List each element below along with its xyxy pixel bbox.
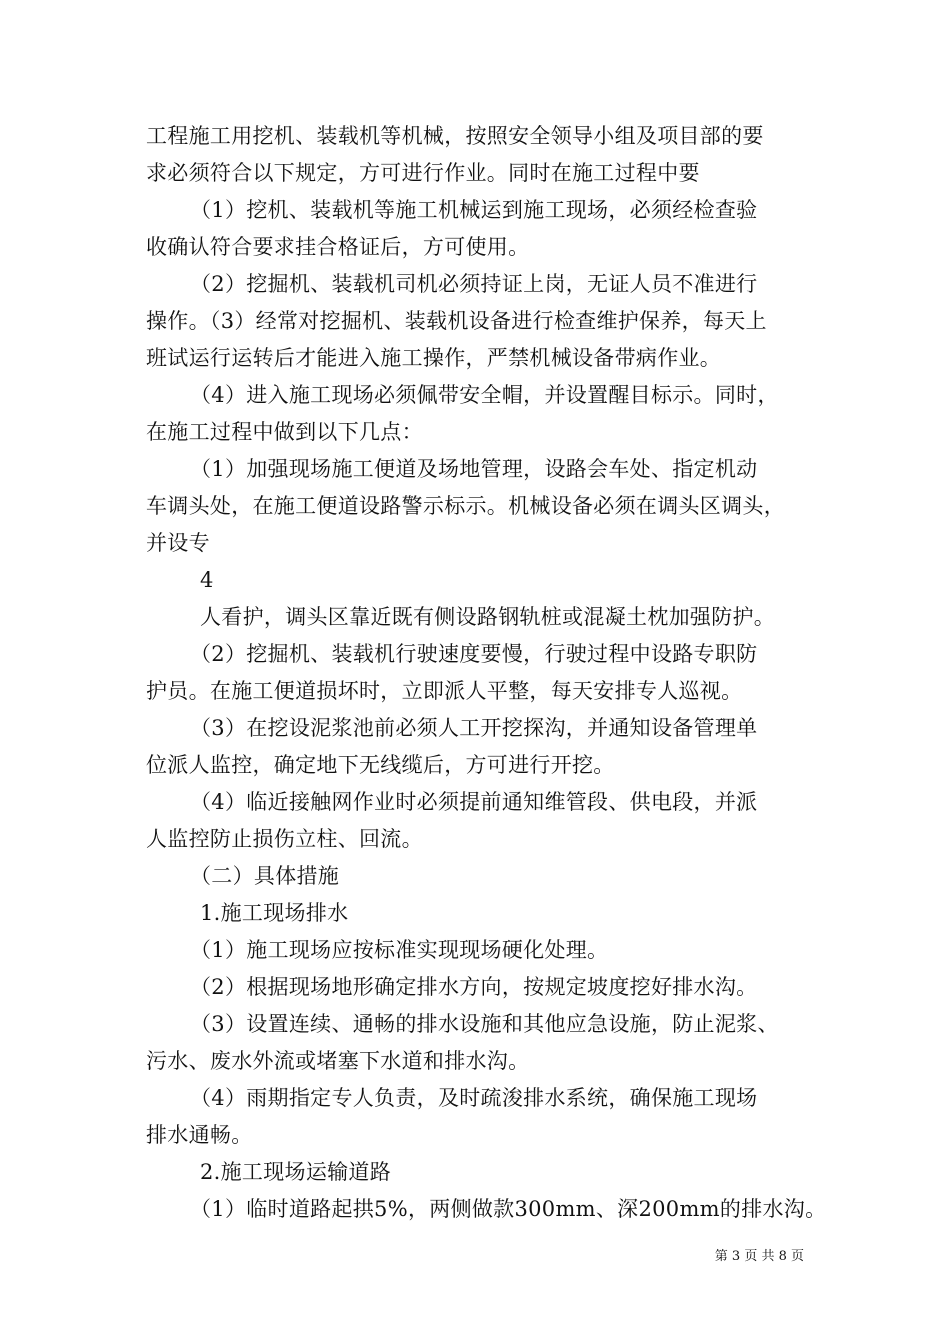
- section-heading: （二）具体措施: [190, 864, 340, 888]
- text-line: 工程施工用挖机、装载机等机械，按照安全领导小组及项目部的要: [146, 124, 764, 148]
- text-line: （1）加强现场施工便道及场地管理，设路会车处、指定机动: [190, 457, 758, 481]
- page-footer: 第 3 页 共 8 页: [714, 1249, 804, 1264]
- text-line: （4）临近接触网作业时必须提前通知维管段、供电段，并派: [190, 790, 758, 814]
- text-line: 护员。在施工便道损坏时，立即派人平整，每天安排专人巡视。: [146, 679, 743, 703]
- text-line: （4）雨期指定专人负责，及时疏浚排水系统，确保施工现场: [190, 1086, 758, 1110]
- text-line: 车调头处，在施工便道设路警示标示。机械设备必须在调头区调头，: [146, 494, 785, 518]
- text-line: 在施工过程中做到以下几点：: [146, 420, 423, 444]
- text-line: （2）根据现场地形确定排水方向，按规定坡度挖好排水沟。: [190, 975, 758, 999]
- text-line: 污水、废水外流或堵塞下水道和排水沟。: [146, 1049, 530, 1073]
- section-heading: 1.施工现场排水: [200, 901, 349, 925]
- text-line: （3）在挖设泥浆池前必须人工开挖探沟，并通知设备管理单: [190, 716, 758, 740]
- text-line: （1）临时道路起拱5%，两侧做款300mm、深200mm的排水沟。: [190, 1197, 827, 1221]
- section-heading: 2.施工现场运输道路: [200, 1160, 392, 1184]
- text-line: （3）设置连续、通畅的排水设施和其他应急设施，防止泥浆、: [190, 1012, 779, 1036]
- text-line: （4）进入施工现场必须佩带安全帽，并设置醒目标示。同时，: [190, 383, 779, 407]
- text-line: 排水通畅。: [146, 1123, 253, 1147]
- text-line: 求必须符合以下规定，方可进行作业。同时在施工过程中要: [146, 161, 700, 185]
- text-line: 班试运行运转后才能进入施工操作，严禁机械设备带病作业。: [146, 346, 722, 370]
- text-line: 操作。（3）经常对挖掘机、装载机设备进行检查维护保养，每天上: [146, 309, 767, 333]
- text-line: 并设专: [146, 531, 210, 555]
- text-line: （2）挖掘机、装载机行驶速度要慢，行驶过程中设路专职防: [190, 642, 758, 666]
- text-line: 位派人监控，确定地下无线缆后，方可进行开挖。: [146, 753, 615, 777]
- page-number-marker: 4: [200, 568, 214, 592]
- text-line: （1）施工现场应按标准实现现场硬化处理。: [190, 938, 609, 962]
- text-line: （2）挖掘机、装载机司机必须持证上岗，无证人员不准进行: [190, 272, 758, 296]
- text-line: 人监控防止损伤立柱、回流。: [146, 827, 423, 851]
- text-line: 人看护，调头区靠近既有侧设路钢轨桩或混凝土枕加强防护。: [200, 605, 776, 629]
- text-line: 收确认符合要求挂合格证后，方可使用。: [146, 235, 530, 259]
- text-line: （1）挖机、装载机等施工机械运到施工现场，必须经检查验: [190, 198, 758, 222]
